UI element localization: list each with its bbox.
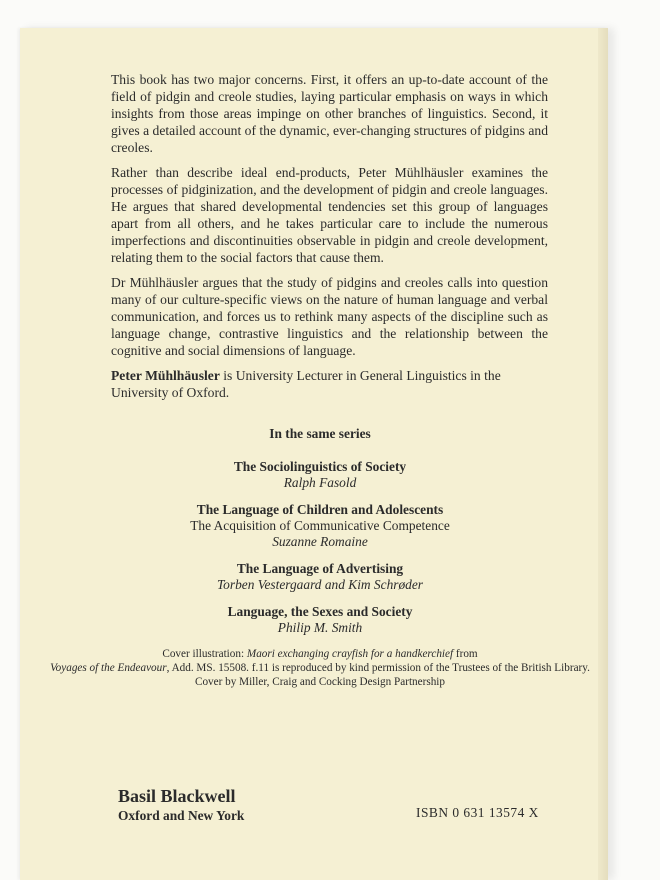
book-back-cover [20, 28, 608, 880]
credit-from: from [453, 648, 478, 660]
series-heading: In the same series [269, 426, 371, 441]
series-item [20, 604, 620, 636]
illustration-credit [20, 647, 620, 675]
credit-prefix: Cover illustration: [162, 648, 247, 660]
series-list [20, 459, 620, 647]
credit-rest: , Add. MS. 15508. f.11 is reproduced by kind permission of the Trustees of the British Library. [166, 662, 590, 674]
cover-credits [20, 647, 620, 689]
series-title: The Language of Children and Adolescents [196, 502, 444, 517]
design-credit: Cover by Miller, Craig and Cocking Design Partnership [195, 676, 445, 688]
series-author: Philip M. Smith [277, 620, 363, 635]
author-bio [111, 367, 548, 401]
series-title: The Language of Advertising [236, 561, 404, 576]
series-item [20, 459, 620, 491]
blurb-paragraph: This book has two major concerns. First, it offers an up-to-date account of the field of pidgin and creole studies, laying particular emphasis on ways in which insights from those areas impinge on other branches of linguistics. Second, it gives a detailed account of the dynamic, ever-changing structures of pidgins and creoles. [111, 72, 548, 155]
series-title: Language, the Sexes and Society [227, 604, 413, 619]
blurb-paragraph: Dr Mühlhäusler argues that the study of pidgins and creoles calls into question many of our culture-specific views on the nature of human language and verbal communication, and forces us to rethink many aspects of the discipline such as language change, contrastive linguistics and the relationship between the cognitive and social dimensions of language. [111, 275, 548, 358]
publisher-name: Basil Blackwell [118, 786, 236, 806]
series-subtitle: The Acquisition of Communicative Competence [190, 518, 450, 533]
isbn: ISBN 0 631 13574 X [416, 805, 539, 820]
series-author: Suzanne Romaine [272, 534, 368, 549]
publisher [118, 785, 244, 825]
author-name: Peter Mühlhäusler [111, 368, 220, 383]
publisher-place: Oxford and New York [118, 808, 245, 823]
series-item [20, 502, 620, 550]
series-title: The Sociolinguistics of Society [233, 459, 407, 474]
series-author: Ralph Fasold [283, 475, 357, 490]
series-author: Torben Vestergaard and Kim Schrøder [216, 577, 424, 592]
blurb [111, 71, 548, 367]
credit-source: Voyages of the Endeavour [50, 662, 167, 674]
blurb-paragraph: Rather than describe ideal end-products, Peter Mühlhäusler examines the processes of pidginization, and the development of pidgin and creole languages. He argues that shared developmental tendencies set this group of languages apart from all others, and he takes particular care to include the numerous imperfections and discontinuities observable in pidgin and creole development, relating them to the social factors that cause them. [111, 165, 548, 265]
cover-edge [598, 28, 608, 880]
author-bio-text: is University Lecturer in General Linguistics in the University of Oxford. [111, 368, 501, 400]
artwork-title: Maori exchanging crayfish for a handkerchief [246, 648, 454, 660]
series-item [20, 561, 620, 593]
